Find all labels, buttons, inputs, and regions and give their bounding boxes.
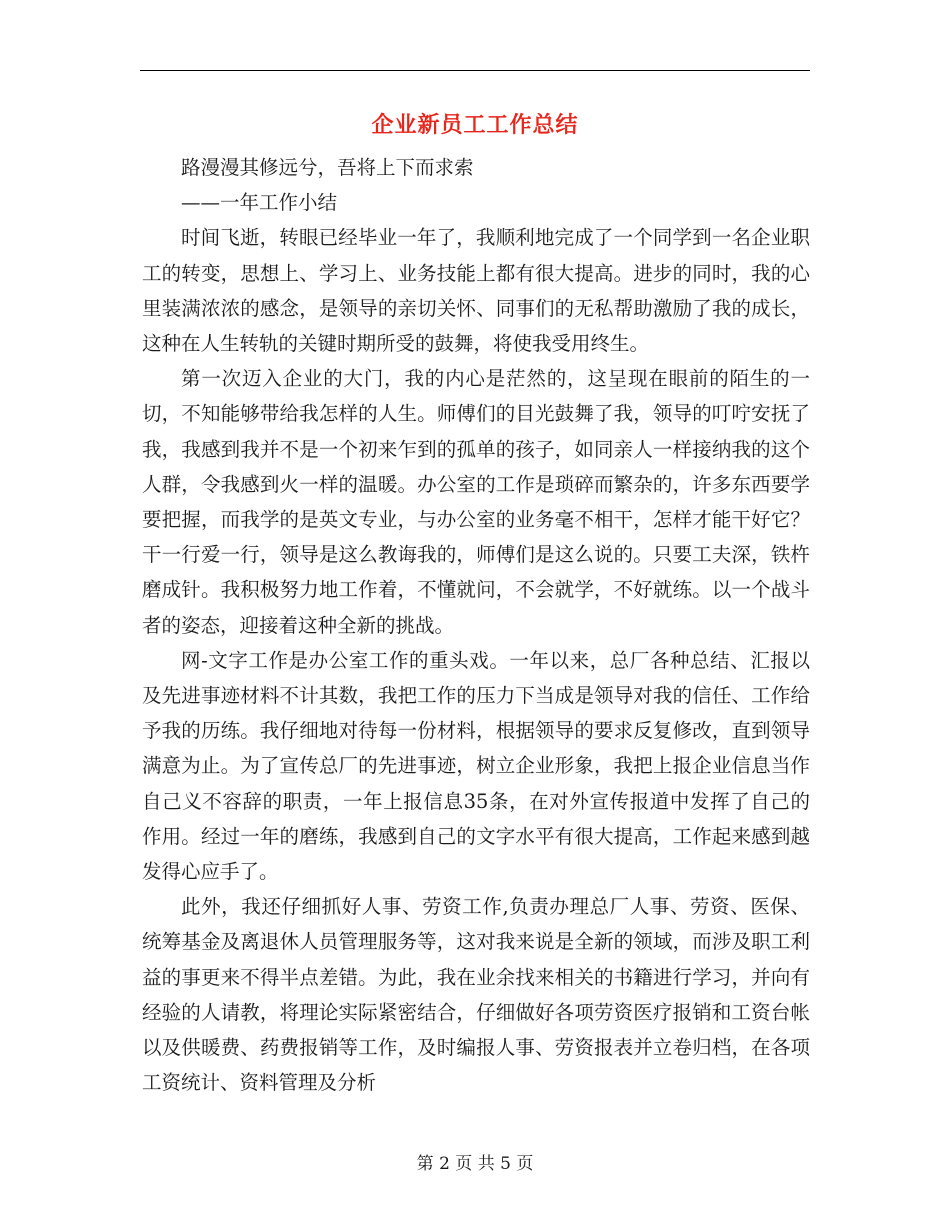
body-paragraph: 时间飞逝，转眼已经毕业一年了，我顺利地完成了一个同学到一名企业职工的转变，思想上、学习上、业务技能上都有很大提高。进步的同时，我的心里装满浓浓的感念，是领导的亲切关怀、同事们的无私帮助激励了我的成长，这种在人生转轨的关键时期所受的鼓舞，将使我受用终生。: [142, 226, 810, 356]
body-paragraph: 网-文字工作是办公室工作的重头戏。一年以来，总厂各种总结、汇报以及先进事迹材料不计其数，我把工作的压力下当成是领导对我的信任、工作给予我的历练。我仔细地对待每一份材料，根据领导的要求反复修改，直到领导满意为止。为了宣传总厂的先进事迹，树立企业形象，我把上报企业信息当作自己义不容辞的职责，一年上报信息35条，在对外宣传报道中发挥了自己的作用。经过一年的磨练，我感到自己的文字水平有很大提高，工作起来感到越发得心应手了。: [142, 648, 810, 884]
body-paragraph: 此外，我还仔细抓好人事、劳资工作,负责办理总厂人事、劳资、医保、统筹基金及离退休人员管理服务等，这对我来说是全新的领域，而涉及职工利益的事更来不得半点差错。为此，我在业余找来相关的书籍进行学习，并向有经验的人请教，将理论实际紧密结合，仔细做好各项劳资医疗报销和工资台帐以及供暖费、药费报销等工作，及时编报人事、劳资报表并立卷归档，在各项工资统计、资料管理及分析: [142, 895, 810, 1095]
document-body: [142, 150, 810, 1100]
header-rule: [140, 70, 810, 71]
body-paragraph: 第一次迈入企业的大门，我的内心是茫然的，这呈现在眼前的陌生的一切，不知能够带给我怎样的人生。师傅们的目光鼓舞了我，领导的叮咛安抚了我，我感到我并不是一个初来乍到的孤单的孩子，如同亲人一样接纳我的这个人群，令我感到火一样的温暖。办公室的工作是琐碎而繁杂的，许多东西要学要把握，而我学的是英文专业，与办公室的业务毫不相干，怎样才能干好它？干一行爱一行，领导是这么教诲我的，师傅们是这么说的。只要工夫深，铁杵磨成针。我积极努力地工作着，不懂就问，不会就学，不好就练。以一个战斗者的姿态，迎接着这种全新的挑战。: [142, 367, 810, 637]
document-title: 企业新员工工作总结: [371, 112, 579, 138]
motto-line: 路漫漫其修远兮，吾将上下而求索: [181, 156, 474, 179]
page-number-footer: 第 2 页 共 5 页: [416, 1154, 534, 1174]
subtitle-line: ——一年工作小结: [181, 191, 338, 215]
